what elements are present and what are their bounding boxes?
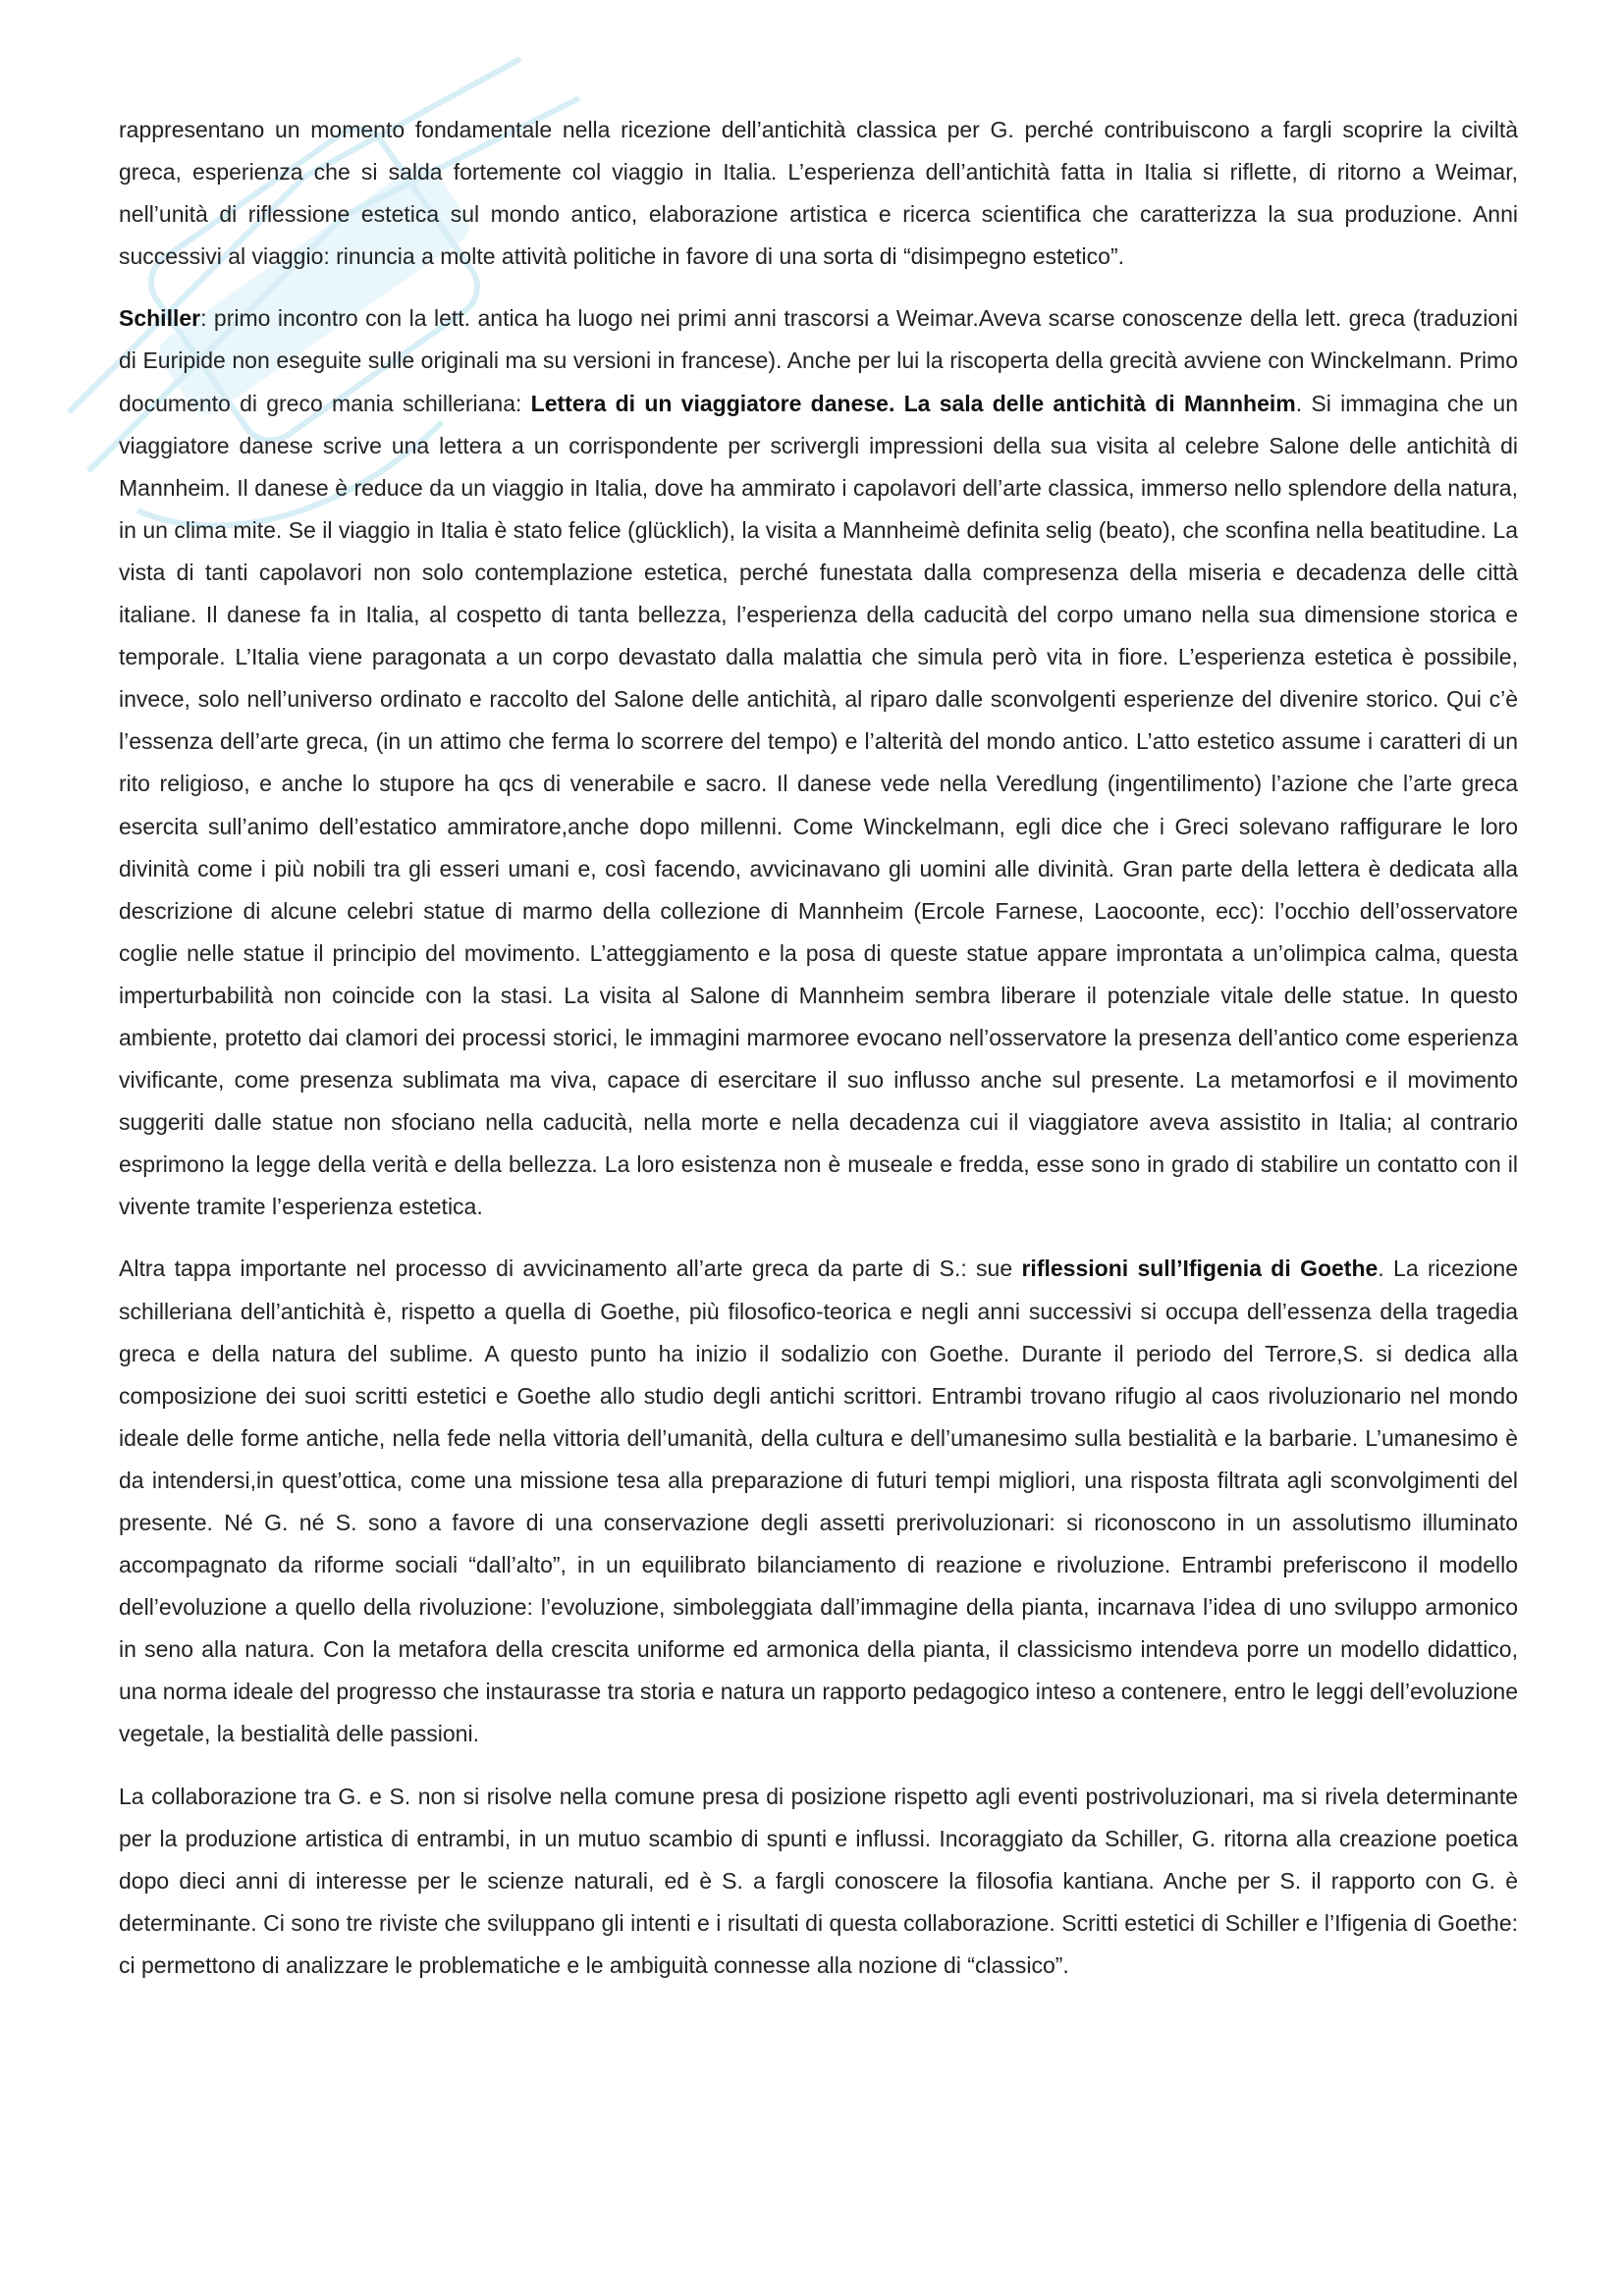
text-segment: . La ricezione schilleriana dell’antichità è, rispetto a quella di Goethe, più filosofico-teorica e negli anni successivi si occupa dell’essenza della tragedia greca e della natura del sublime. A questo punto ha inizio il sodalizio con Goethe. Durante il periodo del Terrore,S. si dedica alla composizione dei suoi scritti estetici e Goethe allo studio degli antichi scrittori. Entrambi trovano rifugio al caos rivoluzionario nel mondo ideale delle forme antiche, nella fede nella vittoria dell’umanità, della cultura e dell’umanesimo sulla bestialità e la barbarie. L’umanesimo è da intendersi,in quest’ottica, come una missione tesa alla preparazione di futuri tempi migliori, una risposta filtrata agli sconvolgimenti del presente. Né G. né S. sono a favore di una conservazione degli assetti prerivoluzionari: si riconoscono in un assolutismo illuminato accompagnato da riforme sociali “dall’alto”, in un equilibrato bilanciamento di reazione e rivoluzione. Entrambi preferiscono il modello dell’evoluzione a quello della rivoluzione: l’evoluzione, simboleggiata dall’immagine della pianta, incarnava l’idea di uno sviluppo armonico in seno alla natura. Con la metafora della crescita uniforme ed armonica della pianta, il classicismo intendeva porre un modello didattico, una norma ideale del progresso che instaurasse tra storia e natura un rapporto pedagogico inteso a contenere, entro le leggi dell’evoluzione vegetale, la bestialità delle passioni. (119, 1255, 1518, 1747)
bold-term: riflessioni sull’Ifigenia di Goethe (1021, 1255, 1379, 1282)
paragraph (119, 109, 1518, 278)
paragraph (119, 1776, 1518, 1987)
text-segment: Altra tappa importante nel processo di avvicinamento all’arte greca da parte di S.: sue (119, 1255, 1022, 1282)
paragraph (119, 1248, 1518, 1755)
bold-term: Schiller (119, 305, 201, 332)
text-segment: rappresentano un momento fondamentale nella ricezione dell’antichità classica per G. perché contribuiscono a fargli scoprire la civiltà greca, esperienza che si salda fortemente col viaggio in Italia. L’esperienza dell’antichità fatta in Italia si riflette, di ritorno a Weimar, nell’unità di riflessione estetica sul mondo antico, elaborazione artistica e ricerca scientifica che caratterizza la sua produzione. Anni successivi al viaggio: rinuncia a molte attività politiche in favore di una sorta di “disimpegno estetico”. (119, 117, 1518, 270)
document-body (119, 109, 1518, 2006)
paragraph (119, 297, 1518, 1228)
bold-term: Lettera di un viaggiatore danese. La sala delle antichità di Mannheim (530, 390, 1296, 416)
text-segment: : primo incontro con la lett. antica ha luogo nei primi anni trascorsi a Weimar.Aveva scarse conoscenze della lett. greca (traduzioni di Euripide non eseguite sulle originali ma su versioni in francese). Anche per lui la riscoperta della grecità avviene con Winckelmann. Primo documento di greco mania schilleriana: (119, 305, 1518, 416)
text-segment: La collaborazione tra G. e S. non si risolve nella comune presa di posizione rispetto agli eventi postrivoluzionari, ma si rivela determinante per la produzione artistica di entrambi, in un mutuo scambio di spunti e influssi. Incoraggiato da Schiller, G. ritorna alla creazione poetica dopo dieci anni di interesse per le scienze naturali, ed è S. a fargli conoscere la filosofia kantiana. Anche per S. il rapporto con G. è determinante. Ci sono tre riviste che sviluppano gli intenti e i risultati di questa collaborazione. Scritti estetici di Schiller e l’Ifigenia di Goethe: ci permettono di analizzare le problematiche e le ambiguità connesse alla nozione di “classico”. (119, 1783, 1518, 1978)
text-segment: . Si immagina che un viaggiatore danese scrive una lettera a un corrispondente per scrivergli impressioni della sua visita al celebre Salone delle antichità di Mannheim. Il danese è reduce da un viaggio in Italia, dove ha ammirato i capolavori dell’arte classica, immerso nello splendore della natura, in un clima mite. Se il viaggio in Italia è stato felice (glücklich), la visita a Mannheimè definita selig (beato), che sconfina nella beatitudine. La vista di tanti capolavori non solo contemplazione estetica, perché funestata dalla compresenza della miseria e decadenza delle città italiane. Il danese fa in Italia, al cospetto di tanta bellezza, l’esperienza della caducità del corpo umano nella sua dimensione storica e temporale. L’Italia viene paragonata a un corpo devastato dalla malattia che simula però vita in fiore. L’esperienza estetica è possibile, invece, solo nell’universo ordinato e raccolto del Salone delle antichità, al riparo dalle sconvolgenti esperienze del divenire storico. Qui c’è l’essenza dell’arte greca, (in un attimo che ferma lo scorrere del tempo) e l’alterità del mondo antico. L’atto estetico assume i caratteri di un rito religioso, e anche lo stupore ha qcs di venerabile e sacro. Il danese vede nella Veredlung (ingentilimento) l’azione che l’arte greca esercita sull’animo dell’estatico ammiratore,anche dopo millenni. Come Winckelmann, egli dice che i Greci solevano raffigurare le loro divinità come i più nobili tra gli esseri umani e, così facendo, avvicinavano gli uomini alle divinità. Gran parte della lettera è dedicata alla descrizione di alcune celebri statue di marmo della collezione di Mannheim (Ercole Farnese, Laocoonte, ecc): l’occhio dell’osservatore coglie nelle statue il principio del movimento. L’atteggiamento e la posa di queste statue appare improntata a un’olimpica calma, questa imperturbabilità non coincide con la stasi. La visita al Salone di Mannheim sembra liberare il potenziale vitale delle statue. In questo ambiente, protetto dai clamori dei processi storici, le immagini marmoree evocano nell’osservatore la presenza dell’antico come esperienza vivificante, come presenza sublimata ma viva, capace di esercitare il suo influsso anche sul presente. La metamorfosi e il movimento suggeriti dalle statue non sfociano nella caducità, nella morte e nella decadenza cui il viaggiatore aveva assistito in Italia; al contrario esprimono la legge della verità e della bellezza. La loro esistenza non è museale e fredda, esse sono in grado di stabilire un contatto con il vivente tramite l’esperienza estetica. (119, 390, 1518, 1220)
